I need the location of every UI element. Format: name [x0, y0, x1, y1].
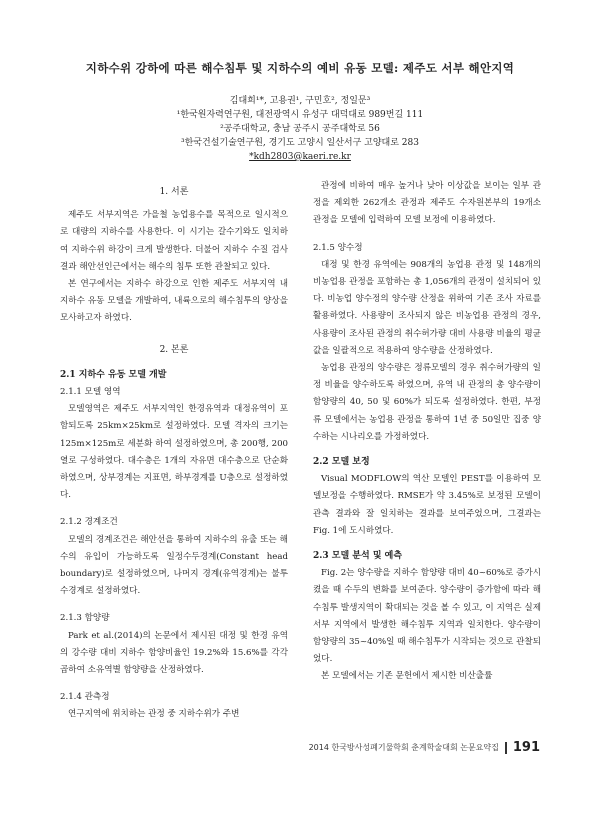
footer-divider [505, 742, 507, 754]
paragraph: 대정 및 한경 유역에는 908개의 농업용 관정 및 148개의 비농업용 관정을 포함하는 총 1,056개의 관정이 설치되어 있다. 비농업 양수정의 양수량 산정을 위하여 기존 조사 자료를 활용하였다. 사용량이 조사되지 않은 비농업용 관정의 경우, 사용량이 조사된 관정의 취수허가량 대비 사용량 비율의 평균값을 일괄적으로 적용하여 양수량을 산정하였다. [313, 259, 541, 356]
author-names: 김대희¹*, 고용권¹, 구민호², 정일문³ [229, 96, 371, 106]
subsubsection-heading: 2.1.2 경계조건 [60, 517, 118, 528]
affiliation-1: ¹한국원자력연구원, 대전광역시 유성구 대덕대로 989번길 111 [176, 110, 424, 120]
page-footer [309, 740, 540, 755]
subsubsection-heading: 2.1.4 관측정 [60, 692, 110, 703]
paper-title: 지하수위 강하에 따른 해수침투 및 지하수의 예비 유동 모델: 제주도 서부 해안지역 [85, 61, 515, 75]
page-number: 191 [512, 740, 540, 755]
paragraph: 본 연구에서는 지하수 하강으로 인한 제주도 서부지역 내 지하수 유동 모델을 개발하여, 내륙으로의 해수침투의 양상을 모사하고자 하였다. [60, 279, 288, 324]
right-column [313, 178, 541, 686]
section-heading-intro: 1. 서론 [159, 187, 189, 197]
paragraph: 모델영역은 제주도 서부지역인 한경유역과 대정유역이 포함되도록 25km×25km로 설정하였다. 모델 격자의 크기는 125m×125m로 세분화 하여 설정하였으며, 총 200행, 200열로 구성하였다. 대수층은 1개의 자유면 대수층으로 단순화하였으며, 상부경계는 지표면, 하부경계를 U층으로 설정하였다. [60, 404, 288, 501]
paragraph: 본 모델에서는 기존 문헌에서 제시한 비산출률 [321, 671, 493, 682]
paragraph: 제주도 서부지역은 가을철 농업용수를 목적으로 일시적으로 대량의 지하수를 사용한다. 이 시기는 갈수기와도 일치하여 지하수위 하강이 크게 발생한다. 더불어 지하수 수질 검사결과 해안선인근에서는 해수의 침투 또한 관찰되고 있다. [60, 210, 288, 272]
subsection-heading: 2.3 모델 분석 및 예측 [313, 551, 403, 562]
section-heading-body: 2. 본론 [159, 344, 189, 355]
subsubsection-heading: 2.1.3 함양량 [60, 613, 110, 624]
paragraph: 관정에 비하여 매우 높거나 낮아 이상값을 보이는 일부 관정을 제외한 262개소 관정과 제주도 수자원본부의 19개소 관정을 모델에 입력하여 모델 보정에 이용하였다. [313, 181, 541, 226]
paragraph: Fig. 2는 양수량을 지하수 함양량 대비 40~60%로 증가시켰을 때 수두의 변화를 보여준다. 양수량이 증가함에 따라 해수침투 발생지역이 확대되는 것을 볼 수 있고, 이 지역은 실제 서부 지역에서 발생한 해수침투 지역과 일치한다. 양수량이 함양량의 35~40%일 때 해수침투가 시작되는 것으로 관찰되었다. [313, 568, 541, 665]
paragraph: Visual MODFLOW의 역산 모델인 PEST를 이용하여 모델보정을 수행하였다. RMSE가 약 3.45%로 보정된 모델이 관측 결과와 잘 일치하는 결과를 보여주었으며, 그결과는 Fig. 1에 도시하였다. [313, 474, 541, 536]
paragraph: Park et al.(2014)의 논문에서 제시된 대정 및 한경 유역의 강수량 대비 지하수 함양비율인 19.2%와 15.6%를 각각 곱하여 소유역별 함양량을 산정하였다. [60, 630, 288, 676]
left-column [60, 178, 288, 724]
contact-email[interactable]: *kdh2803@kaeri.re.kr [249, 152, 351, 162]
paragraph: 연구지역에 위치하는 관정 중 지하수위가 주변 [68, 709, 240, 720]
affiliation-2: ²공주대학교, 충남 공주시 공주대학로 56 [220, 124, 380, 134]
paragraph: 모델의 경계조건은 해안선을 통하여 지하수의 유출 또는 해수의 유입이 가능하도록 일정수두경계(Constant head boundary)로 설정하였으며, 나머지 경계(유역경계)는 불투수경계로 설정하였다. [60, 534, 288, 597]
paragraph: 농업용 관정의 양수량은 정류모델의 경우 취수허가량의 일정 비율을 양수하도록 하였으며, 유역 내 관정의 총 양수량이 함양량의 40, 50 및 60%가 되도록 설정하였다. 한편, 부정류 모델에서는 농업용 관정을 통하여 1년 중 50일만 집중 양수하는 시나리오를 가정하였다. [313, 363, 541, 442]
subsubsection-heading: 2.1.1 모델 영역 [60, 387, 121, 398]
subsection-heading: 2.2 모델 보정 [313, 457, 370, 468]
affiliation-3: ³한국건설기술연구원, 경기도 고양시 일산서구 고양대로 283 [181, 138, 419, 148]
footer-proceedings-title: 2014 한국방사성폐기물학회 춘계학술대회 논문요약집 [308, 743, 499, 752]
author-block [0, 94, 600, 164]
subsection-heading: 2.1 지하수 유동 모델 개발 [60, 369, 167, 380]
subsubsection-heading: 2.1.5 양수정 [313, 242, 363, 253]
